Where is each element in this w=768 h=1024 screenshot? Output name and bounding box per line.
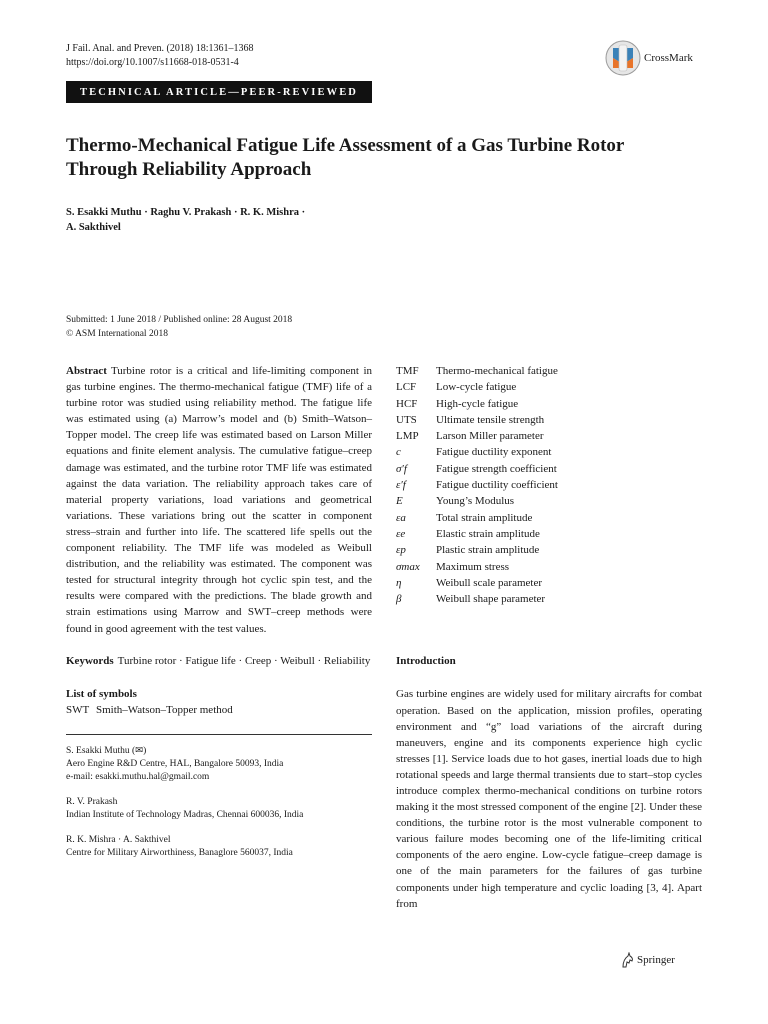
- symbol: ε′f: [396, 479, 406, 492]
- symbol-row: [396, 412, 702, 428]
- article-type-banner: TECHNICAL ARTICLE—PEER-REVIEWED: [66, 81, 372, 103]
- symbol-desc: Ultimate tensile strength: [436, 413, 545, 426]
- symbol-desc: Fatigue ductility exponent: [436, 446, 552, 459]
- symbol: c: [396, 446, 401, 459]
- symbol-row: [396, 379, 702, 395]
- symbol-row: [396, 559, 702, 575]
- left-column: [66, 363, 372, 860]
- symbol: β: [396, 593, 402, 606]
- affiliation-author: R. K. Mishra · A. Sakthivel: [66, 834, 171, 845]
- publication-dates: [66, 314, 292, 341]
- symbol: LCF: [396, 381, 417, 394]
- symbol-desc: Elastic strain amplitude: [436, 527, 540, 540]
- keywords: [66, 653, 372, 669]
- symbol: η: [396, 576, 402, 589]
- symbol: UTS: [396, 413, 417, 426]
- affiliation-author: R. V. Prakash: [66, 796, 118, 807]
- journal-info: [66, 42, 253, 70]
- abstract-label: Abstract: [66, 365, 107, 377]
- symbol-desc: Fatigue strength coefficient: [436, 462, 557, 475]
- authors-line-2: A. Sakthivel: [66, 222, 121, 233]
- authors-line-1: S. Esakki Muthu · Raghu V. Prakash · R. K. Mishra ·: [66, 207, 306, 218]
- symbol-row: [396, 477, 702, 493]
- symbol-table: [396, 363, 702, 607]
- affiliation-3: [66, 834, 372, 860]
- symbol: εp: [396, 544, 406, 557]
- crossmark-icon: [605, 40, 641, 76]
- symbol: HCF: [396, 397, 418, 410]
- symbol: εa: [396, 511, 406, 524]
- affiliation-address: Indian Institute of Technology Madras, Chennai 600036, India: [66, 809, 304, 820]
- crossmark-badge[interactable]: [605, 40, 693, 76]
- introduction-heading: Introduction: [396, 655, 456, 668]
- affiliation-address: Aero Engine R&D Centre, HAL, Bangalore 50093, India: [66, 758, 284, 769]
- symbol-desc: Maximum stress: [436, 560, 510, 573]
- symbol: σmax: [396, 560, 420, 573]
- affiliation-author: S. Esakki Muthu (✉): [66, 745, 147, 756]
- symbol-row: [396, 526, 702, 542]
- doi-link[interactable]: https://doi.org/10.1007/s11668-018-0531-4: [66, 57, 239, 68]
- symbol-row: [396, 444, 702, 460]
- symbol: E: [396, 495, 403, 508]
- symbol-abbr: SWT: [66, 703, 90, 716]
- publisher-name: Springer: [637, 954, 675, 966]
- symbol-desc: Plastic strain amplitude: [436, 544, 540, 557]
- springer-horse-icon: [620, 952, 634, 968]
- symbol-desc: Low-cycle fatigue: [436, 381, 517, 394]
- abstract-text: Turbine rotor is a critical and life-limiting component in gas turbine engines. The thermo-mechanical fatigue (TMF) life of a turbine rotor was studied using reliability method. The fatigue life was estimated using (a) Marrow’s model and (b) Smith–Watson–Topper model. The creep life was estimated based on Larson Miller equations and finite element analysis. The cumulative fatigue–creep damage was estimated, and the turbine rotor TMF life was estimated against the data variation. The reliability approach takes care of material property variations, load variations and geometrical variations. These variations bring out the scatter in component stress–strain and further into life. The scattered life spells out the component reliability. The TMF life was modeled as Weibull distribution, and the reliability was estimated. The component was tested for structural integrity through hot cyclic spin test, and the results were compared with the predictions. The blade growth and strain estimations using Marrow and SWT–creep methods were found in good agreement with the test values.: [66, 365, 372, 635]
- footnote-divider: [66, 734, 372, 735]
- symbol-row: [396, 461, 702, 477]
- abstract: [66, 363, 372, 637]
- symbol-desc: Total strain amplitude: [436, 511, 533, 524]
- symbol-row: [396, 363, 702, 379]
- symbol: LMP: [396, 430, 419, 443]
- submitted-published: Submitted: 1 June 2018 / Published online: 28 August 2018: [66, 315, 293, 325]
- copyright: © ASM International 2018: [66, 328, 168, 339]
- keywords-text: Turbine rotor · Fatigue life · Creep · Weibull · Reliability: [117, 654, 371, 667]
- symbol-row: [396, 396, 702, 412]
- keywords-label: Keywords: [66, 654, 114, 667]
- symbol-desc: Weibull shape parameter: [436, 593, 546, 606]
- symbol-row: [396, 493, 702, 509]
- symbol-desc: Thermo-mechanical fatigue: [436, 365, 558, 377]
- symbol-desc: Weibull scale parameter: [436, 576, 543, 589]
- symbol-desc: Young’s Modulus: [436, 495, 515, 508]
- author-list: [66, 205, 466, 235]
- symbol-desc: Fatigue ductility coefficient: [436, 479, 558, 492]
- symbol-desc: Larson Miller parameter: [436, 430, 544, 443]
- list-of-symbols-heading: List of symbols: [66, 687, 137, 700]
- affiliation-1: [66, 745, 372, 784]
- symbol-row: [396, 591, 702, 607]
- crossmark-label: CrossMark: [644, 52, 693, 64]
- affiliation-2: [66, 796, 372, 822]
- article-title: Thermo-Mechanical Fatigue Life Assessment of a Gas Turbine Rotor Through Reliability Approach: [66, 135, 625, 180]
- symbol: TMF: [396, 365, 419, 377]
- affiliation-address: Centre for Military Airworthiness, Banaglore 560037, India: [66, 847, 293, 858]
- introduction-text: Gas turbine engines are widely used for military aircrafts for combat operation. Based on the application, mission profiles, operating environment and “g” load variations of the aircraft during maneuvers, engine and its components experience high cyclic stresses [1]. Service loads due to hot gases, inertial loads due to high rotational speeds and large thermal transients due to start–stop cycles introduce complex thermo-mechanical conditions on turbine rotors making it the most stressed component of the engine [2]. Under these conditions, the turbine rotor is the most vulnerable component to various failure modes becoming one of the life-limiting critical components of the aero engine. Low-cycle fatigue–creep damage is one of the main parameters for the failures of gas turbine components under high temperature and cyclic loading [3, 4]. Apart from: [396, 688, 702, 910]
- symbol-row: [396, 575, 702, 591]
- publisher-logo: [620, 952, 675, 968]
- symbol-row: [66, 702, 372, 718]
- symbol-desc: Smith–Watson–Topper method: [96, 703, 233, 716]
- right-column: [396, 363, 702, 923]
- affiliation-email[interactable]: e-mail: esakki.muthu.hal@gmail.com: [66, 771, 210, 782]
- symbol-desc: High-cycle fatigue: [436, 397, 519, 410]
- symbol-row: [396, 428, 702, 444]
- symbol: εe: [396, 527, 406, 540]
- symbol: σ′f: [396, 462, 407, 475]
- journal-citation: J Fail. Anal. and Preven. (2018) 18:1361–1368: [66, 43, 254, 54]
- symbol-row: [396, 510, 702, 526]
- symbol-row: [396, 542, 702, 558]
